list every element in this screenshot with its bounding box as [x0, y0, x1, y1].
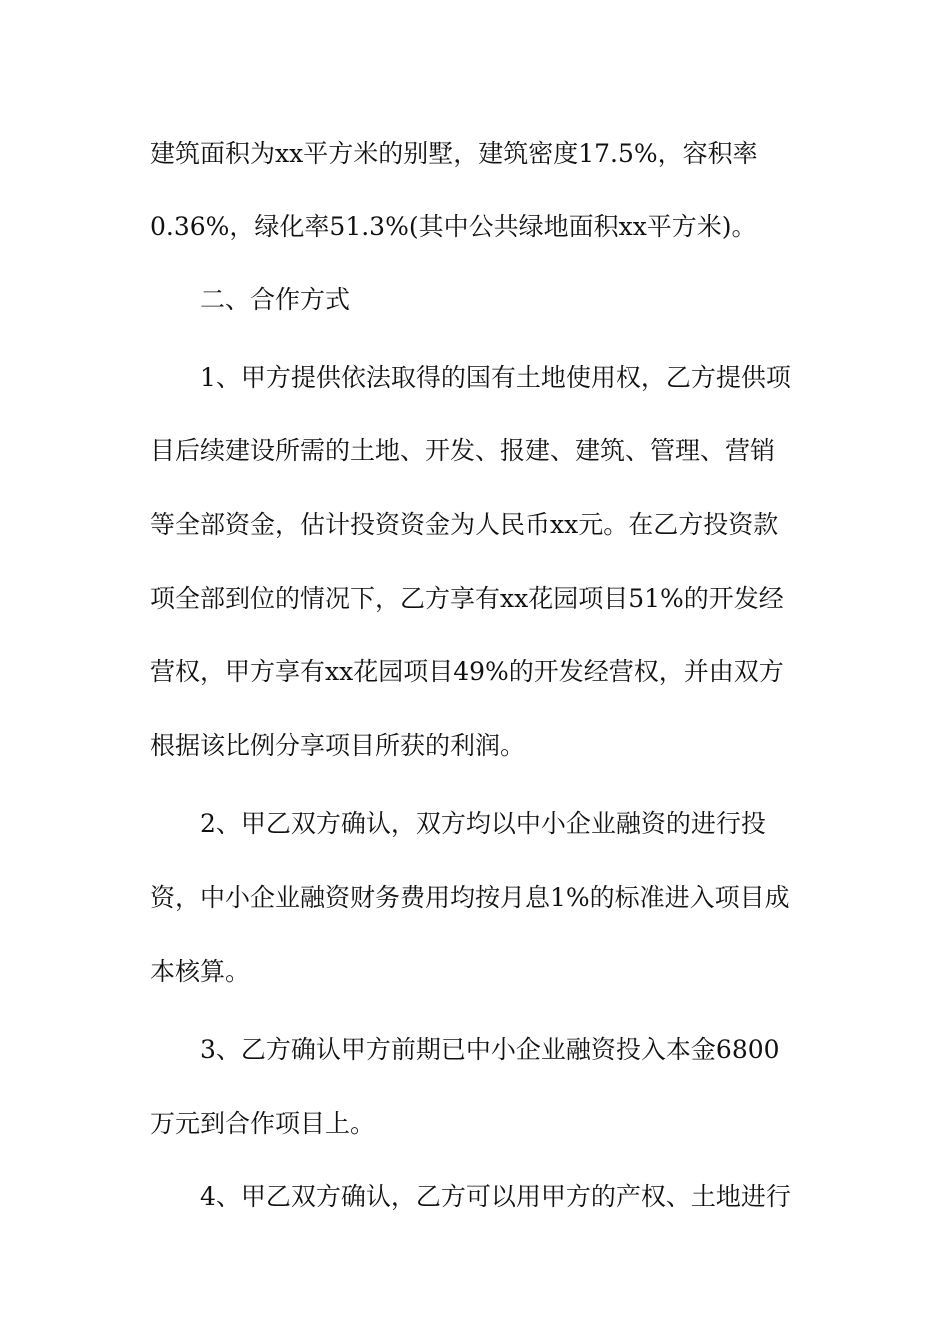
text-line: 万元到合作项目上。 — [150, 1109, 376, 1138]
text-line: 项全部到位的情况下，乙方享有xx花园项目51%的开发经 — [150, 584, 784, 613]
text-line: 目后续建设所需的土地、开发、报建、建筑、管理、营销 — [150, 436, 776, 465]
text-line: 建筑面积为xx平方米的别墅，建筑密度17.5%，容积率 — [150, 139, 758, 168]
text-line: 0.36%，绿化率51.3%(其中公共绿地面积xx平方米)。 — [150, 212, 757, 241]
section-heading: 二、合作方式 — [200, 285, 351, 314]
text-line: 根据该比例分享项目所获的利润。 — [150, 731, 526, 760]
text-line: 1、甲方提供依法取得的国有土地使用权，乙方提供项 — [200, 363, 791, 392]
text-line: 等全部资金，估计投资资金为人民币xx元。在乙方投资款 — [150, 510, 779, 539]
text-line: 资，中小企业融资财务费用均按月息1%的标准进入项目成 — [150, 883, 790, 912]
text-line: 4、甲乙双方确认，乙方可以用甲方的产权、土地进行 — [200, 1182, 791, 1211]
text-line: 2、甲乙双方确认，双方均以中小企业融资的进行投 — [200, 809, 766, 838]
text-line: 3、乙方确认甲方前期已中小企业融资投入本金6800 — [200, 1035, 780, 1064]
text-line: 本核算。 — [150, 957, 251, 986]
text-line: 营权，甲方享有xx花园项目49%的开发经营权，并由双方 — [150, 657, 784, 686]
